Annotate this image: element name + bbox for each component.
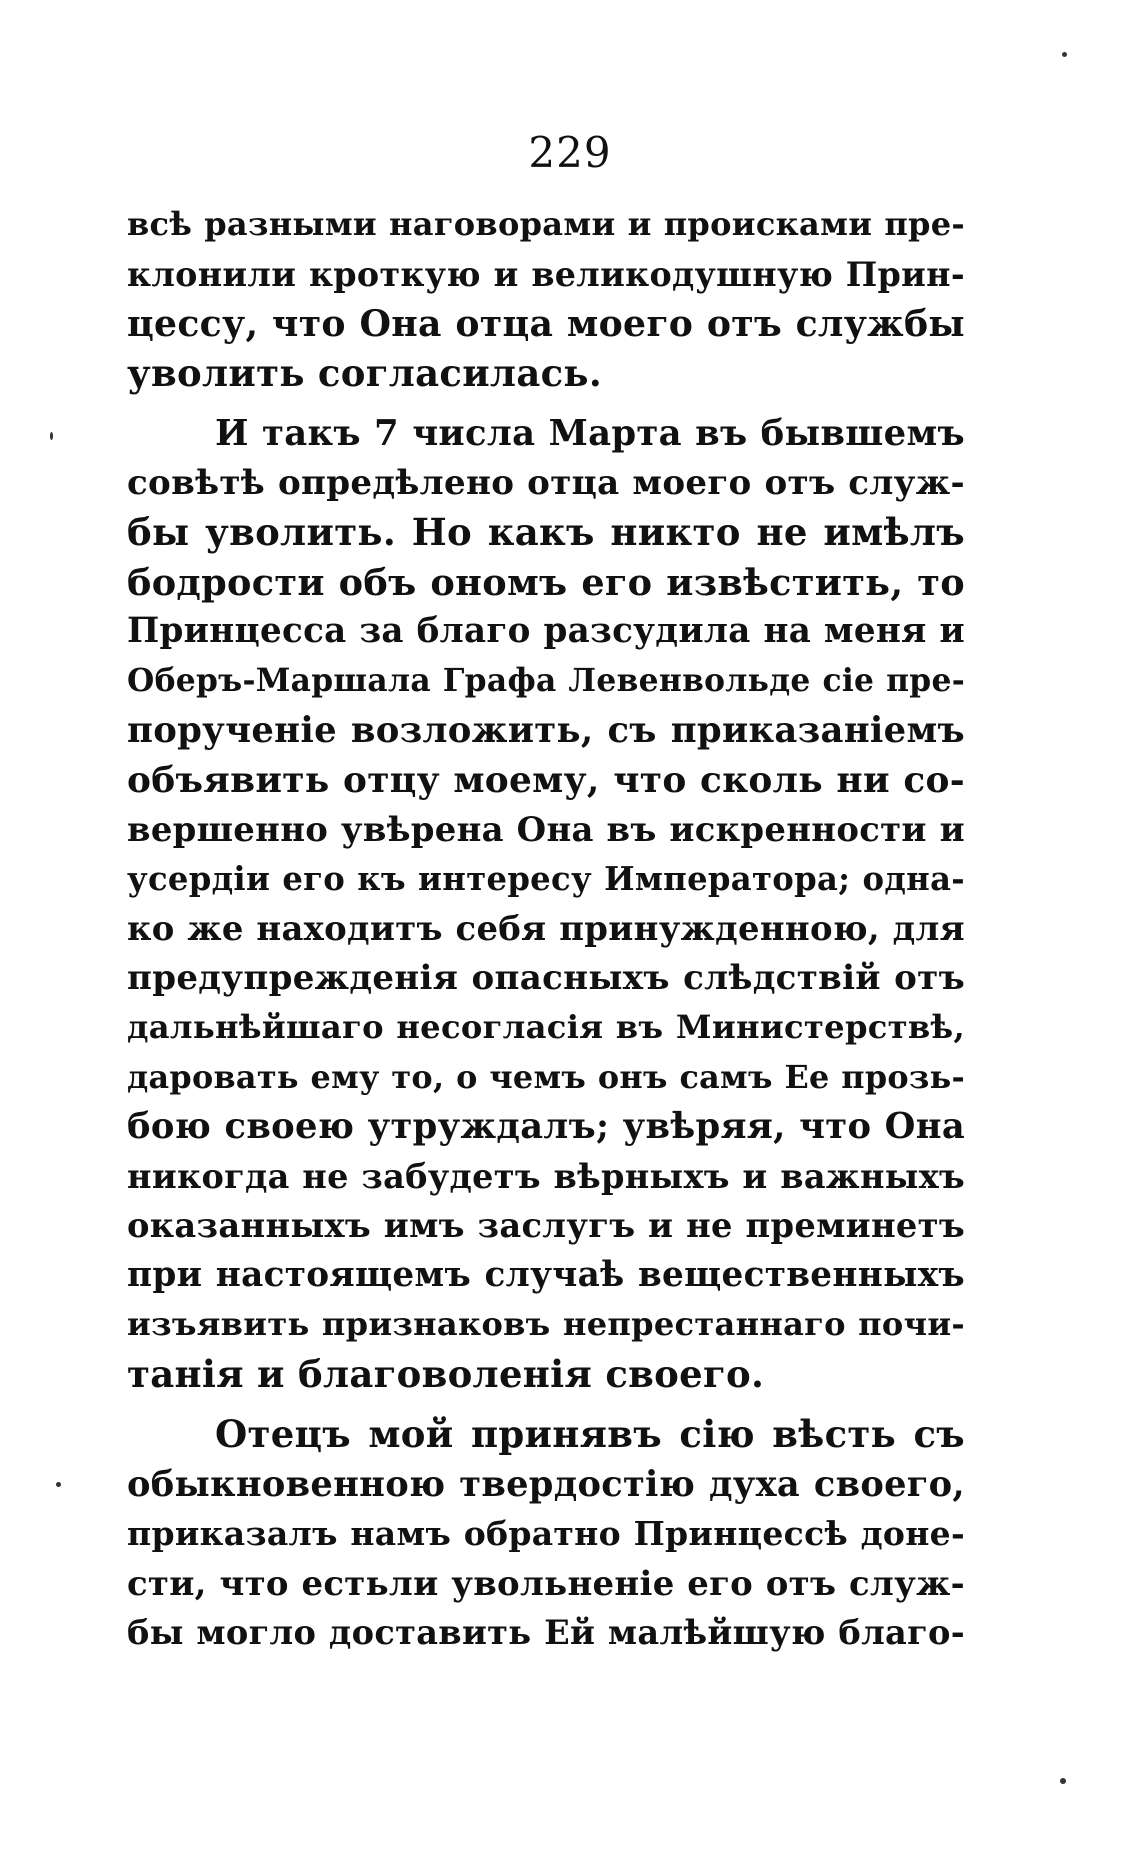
text-line: Принцесса за благо разсудила на меня и bbox=[127, 611, 965, 651]
text-line: при настоящемъ случаѣ вещественныхъ bbox=[127, 1254, 965, 1295]
scan-speck bbox=[1062, 52, 1067, 57]
text-line: Отецъ мой принявъ сію вѣсть съ bbox=[215, 1412, 965, 1456]
scan-speck bbox=[56, 1482, 61, 1487]
text-line: даровать ему то, о чемъ онъ самъ Ее прозь- bbox=[127, 1057, 965, 1096]
paragraph-2 bbox=[127, 409, 965, 1399]
text-line: приказалъ намъ обратно Принцессѣ доне- bbox=[127, 1514, 965, 1553]
text-line: вершенно увѣрена Она въ искренности и bbox=[127, 809, 965, 849]
text-line: никогда не забудетъ вѣрныхъ и важныхъ bbox=[127, 1156, 965, 1196]
text-line: бы уволить. Но какъ никто не имѣлъ bbox=[127, 510, 965, 554]
text-line: порученіе возложить, съ приказаніемъ bbox=[127, 710, 965, 751]
text-line: изъявить признаковъ непрестаннаго почи- bbox=[127, 1305, 965, 1343]
scan-speck bbox=[50, 432, 53, 440]
text-line: усердіи его къ интересу Императора; одна- bbox=[127, 859, 965, 898]
paragraph-3 bbox=[127, 1410, 965, 1658]
text-line: Оберъ-Маршала Графа Левенвольде сіе пре- bbox=[127, 662, 965, 699]
paragraph-1 bbox=[127, 200, 965, 398]
text-line: совѣтѣ опредѣлено отца моего отъ служ- bbox=[127, 462, 965, 503]
text-line: цессу, что Она отца моего отъ службы bbox=[127, 302, 965, 345]
text-line: дальнѣйшаго несогласія въ Министерствѣ, bbox=[127, 1008, 965, 1046]
text-line: И такъ 7 числа Марта въ бывшемъ bbox=[215, 413, 965, 454]
text-line: сти, что естьли увольненіе его отъ служ- bbox=[127, 1562, 965, 1603]
text-line: всѣ разными наговорами и происками пре- bbox=[127, 205, 965, 243]
text-line: бою своею утруждалъ; увѣряя, что Она bbox=[127, 1106, 965, 1147]
text-line: клонили кроткую и великодушную Прин- bbox=[127, 254, 965, 294]
text-line: уволить согласилась. bbox=[127, 350, 603, 395]
text-line: бы могло доставить Ей малѣйшую благо- bbox=[127, 1612, 965, 1652]
scan-speck bbox=[1060, 1778, 1066, 1784]
text-line: обыкновенною твердостію духа своего, bbox=[127, 1463, 965, 1505]
text-line: оказанныхъ имъ заслугъ и не преминетъ bbox=[127, 1205, 965, 1245]
body-text bbox=[127, 200, 965, 1658]
text-line: танія и благоволенія своего. bbox=[127, 1351, 765, 1396]
page-number: 229 bbox=[528, 128, 612, 177]
text-line: предупрежденія опасныхъ слѣдствій отъ bbox=[127, 957, 965, 998]
text-line: объявить отцу моему, что сколь ни со- bbox=[127, 758, 965, 801]
text-line: бодрости объ ономъ его извѣстить, то bbox=[127, 560, 965, 604]
text-line: ко же находитъ себя принужденною, для bbox=[127, 908, 965, 948]
